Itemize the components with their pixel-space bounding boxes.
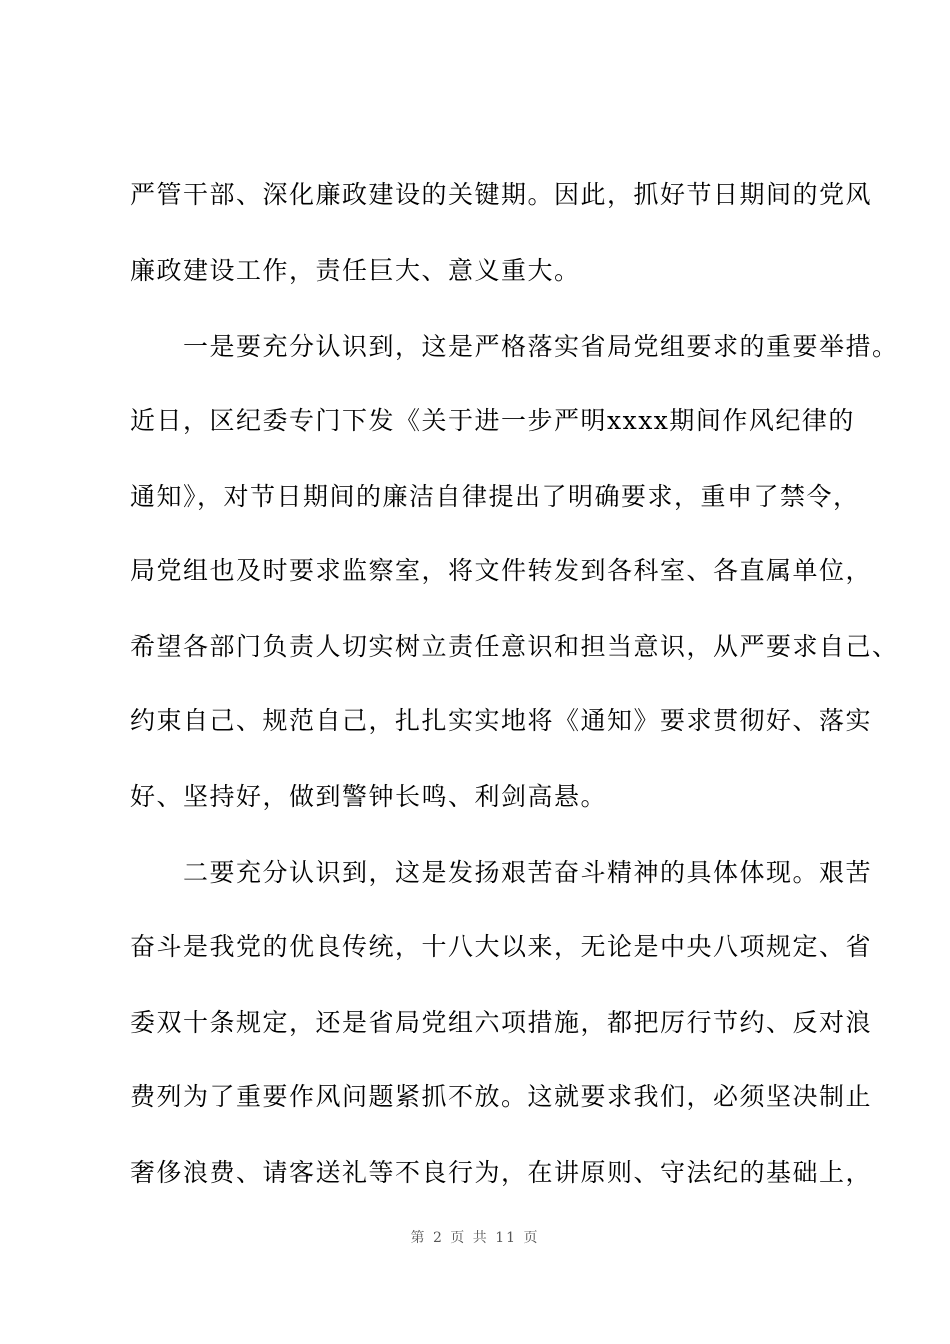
text-line: 通知》，对节日期间的廉洁自律提出了明确要求，重申了禁令， bbox=[130, 482, 860, 511]
text-line: 近日，区纪委专门下发《关于进一步严明xxxx期间作风纪律的 bbox=[130, 406, 855, 435]
text-line: 二要充分认识到，这是发扬艰苦奋斗精神的具体体现。艰苦 bbox=[130, 858, 873, 887]
text-line: 局党组也及时要求监察室，将文件转发到各科室、各直属单位， bbox=[130, 556, 873, 585]
text-line: 委双十条规定，还是省局党组六项措施，都把厉行节约、反对浪 bbox=[130, 1008, 873, 1037]
text-line: 希望各部门负责人切实树立责任意识和担当意识，从严要求自己、 bbox=[130, 632, 899, 661]
text-line: 廉政建设工作，责任巨大、意义重大。 bbox=[130, 256, 581, 285]
page-number-footer: 第 2 页 共 11 页 bbox=[410, 1230, 540, 1246]
text-line: 奋斗是我党的优良传统，十八大以来，无论是中央八项规定、省 bbox=[130, 932, 873, 961]
text-line: 费列为了重要作风问题紧抓不放。这就要求我们，必须坚决制止 bbox=[130, 1082, 873, 1111]
text-line: 约束自己、规范自己，扎扎实实地将《通知》要求贯彻好、落实 bbox=[130, 706, 873, 735]
text-line: 奢侈浪费、请客送礼等不良行为，在讲原则、守法纪的基础上， bbox=[130, 1158, 873, 1187]
text-line: 好、坚持好，做到警钟长鸣、利剑高悬。 bbox=[130, 782, 608, 811]
text-line: 一是要充分认识到，这是严格落实省局党组要求的重要举措。 bbox=[130, 332, 899, 361]
text-line: 严管干部、深化廉政建设的关键期。因此，抓好节日期间的党风 bbox=[130, 180, 873, 209]
